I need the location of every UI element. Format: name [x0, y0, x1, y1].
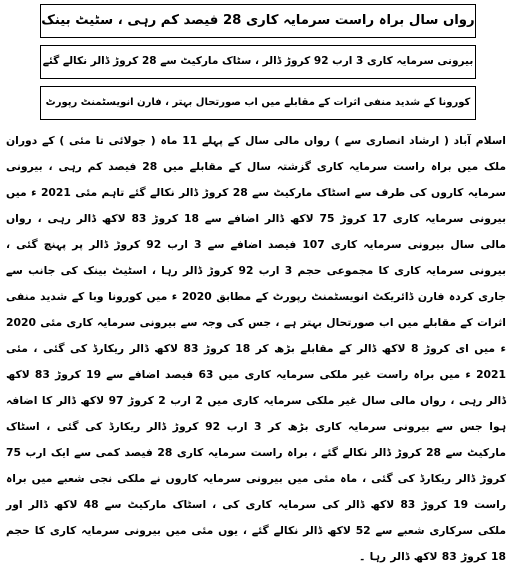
- headline-3: کورونا کے شدید منفی اثرات کے مقابلے میں اب صورتحال بہتر ، فارن انویسٹمنٹ رپورٹ: [40, 86, 476, 120]
- headline-2: بیرونی سرمایہ کاری 3 ارب 92 کروڑ ڈالر ، سٹاک مارکیٹ سے 28 کروڑ ڈالر نکالے گئے: [40, 45, 476, 79]
- article-body: اسلام آباد ( ارشاد انصاری سے ) رواں مالی سال کے پہلے 11 ماہ ( جولائی تا مئی ) کے دوران ملک میں براہ راست سرمایہ کاری گزشتہ سال کے مقابلے میں 28 فیصد کم رہی ، بیرونی سرمایہ کاروں کی طرف سے اسٹاک مارکیٹ سے 28 کروڑ ڈالر نکالے گئے تاہم مئی 2021 ء میں بیرونی سرمایہ کاری 17 کروڑ 75 لاکھ ڈالر اضافے سے 18 کروڑ 83 لاکھ ڈالر رہی ، رواں مالی سال بیرونی سرمایہ کاری 107 فیصد اضافے سے 3 ارب 92 کروڑ ڈالر پر پہنچ گئی ، بیرونی سرمایہ کاری کا مجموعی حجم 3 ارب 92 کروڑ ڈالر رہا ، اسٹیٹ بینک کی جانب سے جاری کردہ فارن ڈائریکٹ انویسٹمنٹ رپورٹ کے مطابق 2020 ء میں کورونا وبا کے شدید منفی اثرات کے مقابلے میں اب صورتحال بہتر ہے ، جس کی وجہ سے بیرونی سرمایہ کاری مئی 2020 ء میں ای کروڑ 8 لاکھ ڈالر کے مقابلے بڑھ کر 18 کروڑ 83 لاکھ ڈالر ریکارڈ کی گئی ، مئی 2021 ء میں براہ راست غیر ملکی سرمایہ کاری میں 63 فیصد اضافے سے 19 کروڑ 83 لاکھ ڈالر رہی ، رواں مالی سال غیر ملکی سرمایہ کاری میں 2 ارب 2 کروڑ 97 لاکھ ڈالر کا اضافہ ہوا جس سے بیرونی سرمایہ کاری بڑھ کر 3 ارب 92 کروڑ ڈالر ریکارڈ کی گئی ، اسٹاک مارکیٹ سے 28 کروڑ ڈالر نکالے گئے ، براہ راست سرمایہ کاری 28 فیصد کمی سے ایک ارب 75 کروڑ ڈالر ریکارڈ کی گئی ، ماہ مئی میں بیرونی سرمایہ کاروں نے ملکی نجی شعبے میں براہ راست 19 کروڑ 83 لاکھ ڈالر کی سرمایہ کاری کی ، اسٹاک مارکیٹ سے 48 لاکھ ڈالر اور ملکی سرکاری شعبے سے 52 لاکھ ڈالر نکالے گئے ، یوں مئی میں بیرونی سرمایہ کاری کا حجم 18 کروڑ 83 لاکھ ڈالر رہا ۔: [6, 134, 507, 563]
- headline-1: رواں سال براہ راست سرمایہ کاری 28 فیصد کم رہی ، سٹیٹ بینک: [40, 4, 476, 38]
